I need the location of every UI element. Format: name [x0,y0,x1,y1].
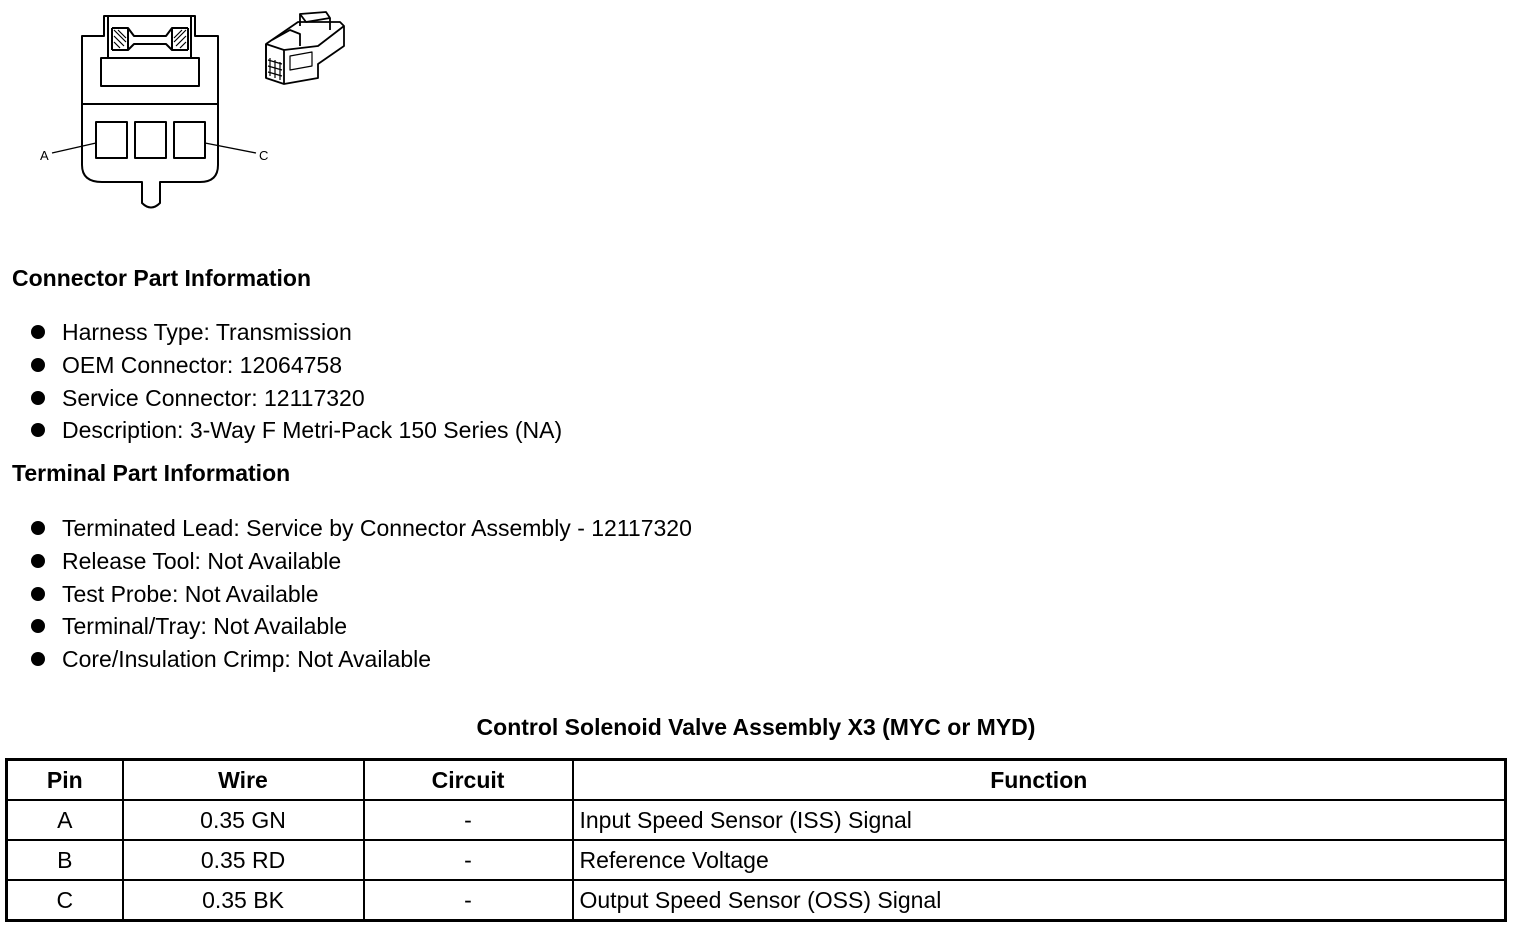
bullet-icon [31,587,45,601]
list-item [28,414,562,447]
cell-function: Output Speed Sensor (OSS) Signal [573,880,1506,921]
bullet-icon [31,423,45,437]
connector-part-list [28,316,562,447]
cavity-b [135,122,166,158]
cavity-c [174,122,205,158]
list-item [28,382,562,415]
cell-circuit: - [364,880,573,921]
cell-circuit: - [364,840,573,880]
connector-isometric-view [266,12,344,84]
terminal-part-list [28,512,692,676]
list-item-text: OEM Connector: 12064758 [62,351,343,378]
list-item [28,610,692,643]
connector-face-view [52,16,256,208]
list-item-text: Service Connector: 12117320 [62,384,365,411]
cell-wire: 0.35 RD [123,840,364,880]
cell-circuit: - [364,800,573,840]
bullet-icon [31,619,45,633]
list-item-text: Core/Insulation Crimp: Not Available [62,646,432,673]
table-row [7,800,1506,840]
cell-pin: B [7,840,123,880]
pin-label-a: A [40,148,49,163]
bullet-icon [31,358,45,372]
bullet-icon [31,325,45,339]
list-item-text: Terminal/Tray: Not Available [62,613,348,640]
table-header-row [7,760,1506,801]
bullet-icon [31,391,45,405]
list-item [28,643,692,676]
list-item [28,578,692,611]
list-item-text: Test Probe: Not Available [62,580,319,607]
list-item [28,349,562,382]
cell-pin: C [7,880,123,921]
header-pin: Pin [7,760,123,801]
header-circuit: Circuit [364,760,573,801]
terminal-part-heading: Terminal Part Information [12,460,291,486]
header-wire: Wire [123,760,364,801]
list-item-text: Description: 3-Way F Metri-Pack 150 Series (NA) [62,417,563,444]
bullet-icon [31,554,45,568]
bullet-icon [31,521,45,535]
cell-function: Input Speed Sensor (ISS) Signal [573,800,1506,840]
cell-pin: A [7,800,123,840]
cell-function: Reference Voltage [573,840,1506,880]
bullet-icon [31,652,45,666]
list-item-text: Release Tool: Not Available [62,547,342,574]
cell-wire: 0.35 GN [123,800,364,840]
connector-part-heading: Connector Part Information [12,265,312,291]
table-row [7,840,1506,880]
table-row [7,880,1506,921]
table-title: Control Solenoid Valve Assembly X3 (MYC or MYD) [476,714,1036,740]
header-function: Function [573,760,1506,801]
cell-wire: 0.35 BK [123,880,364,921]
pinout-table [5,758,1507,922]
cavity-a [96,122,127,158]
list-item-text: Harness Type: Transmission [62,319,352,345]
pin-label-c: C [259,148,269,163]
list-item [28,545,692,578]
list-item-text: Terminated Lead: Service by Connector Assembly - 12117320 [62,515,692,541]
list-item [28,316,562,349]
list-item [28,512,692,545]
connector-diagram [30,8,360,213]
